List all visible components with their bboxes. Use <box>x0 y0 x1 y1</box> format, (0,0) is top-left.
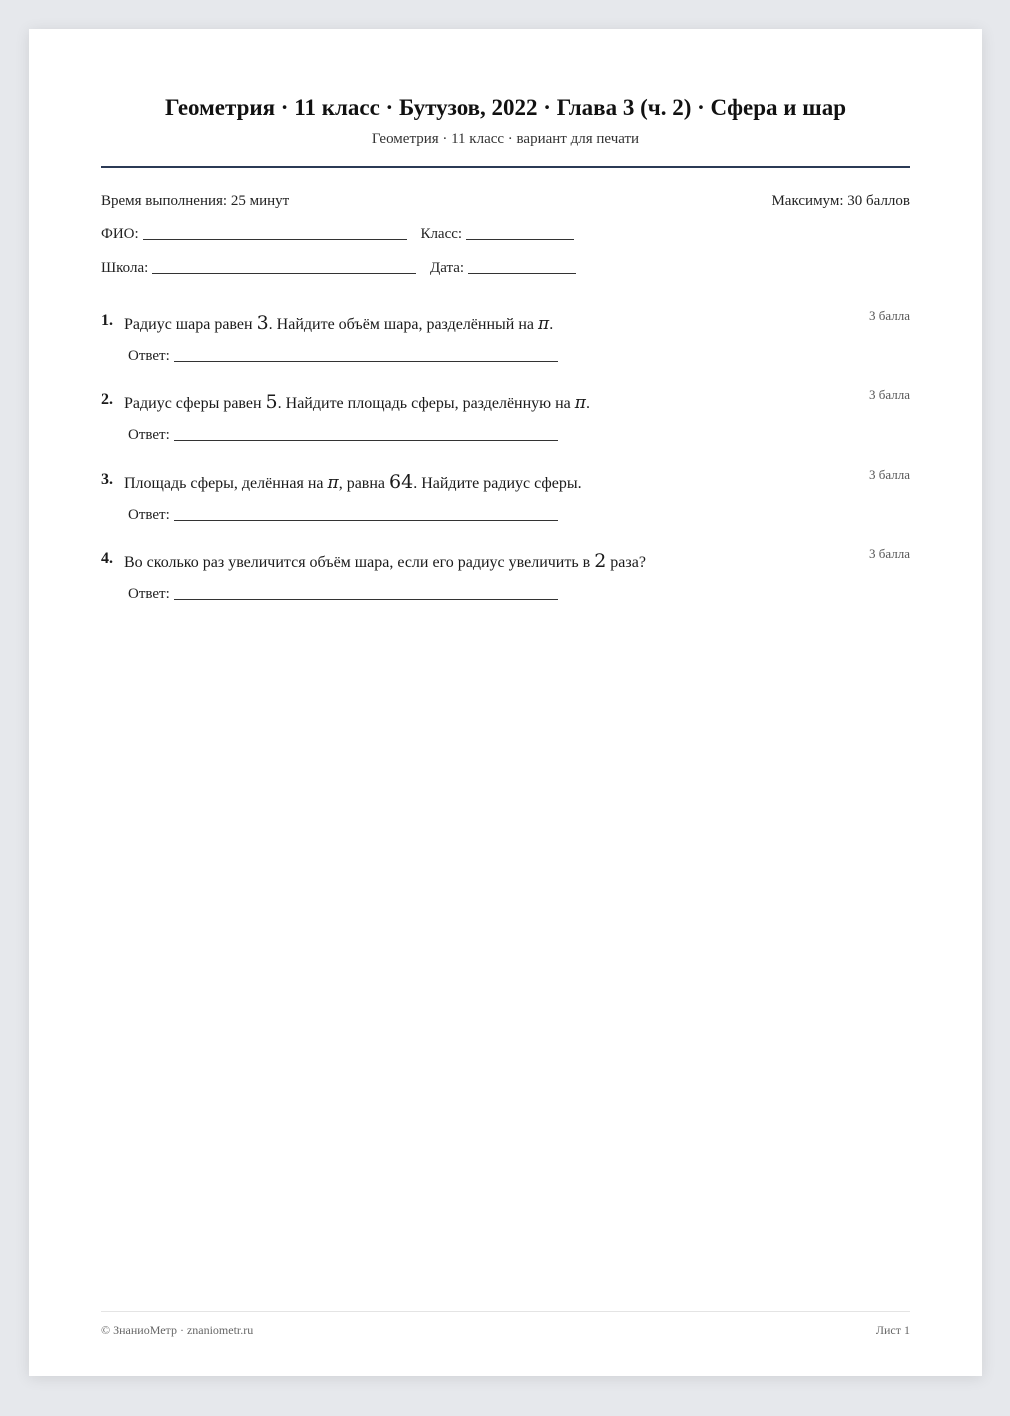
answer-row <box>128 427 558 444</box>
answer-label: Ответ: <box>128 348 170 364</box>
task-text-part: . <box>585 395 590 412</box>
answer-row <box>128 348 558 365</box>
footer-divider <box>101 1311 910 1312</box>
task-points: 3 балла <box>869 546 910 561</box>
answer-field[interactable] <box>174 360 558 362</box>
name-class-row <box>101 226 574 243</box>
math-pi: π <box>574 393 586 413</box>
school-field[interactable] <box>152 272 416 274</box>
math-pi: π <box>327 473 339 493</box>
date-label: Дата: <box>430 260 465 276</box>
math-pi: π <box>538 314 550 334</box>
task-text-part: Во сколько раз увеличится объём шара, если его радиус увеличить в <box>124 554 595 571</box>
page-subtitle: Геометрия · 11 класс · вариант для печати <box>371 131 640 147</box>
name-field[interactable] <box>143 238 407 240</box>
answer-field[interactable] <box>174 519 558 521</box>
math-value: 2 <box>594 550 607 572</box>
task-text-part: . Найдите площадь сферы, разделённую на <box>277 395 575 412</box>
name-label: ФИО: <box>101 226 139 242</box>
date-field[interactable] <box>468 272 576 274</box>
answer-row <box>128 507 558 524</box>
task-number: 1. <box>101 312 113 329</box>
answer-label: Ответ: <box>128 507 170 523</box>
worksheet-page <box>29 29 982 1376</box>
page-title: Геометрия · 11 класс · Бутузов, 2022 · Глава 3 (ч. 2) · Сфера и шар <box>164 95 847 120</box>
task-text-part: раза? <box>606 554 646 571</box>
task-text-part: Радиус шара равен <box>124 316 257 333</box>
task-number: 3. <box>101 471 113 488</box>
task-text-part: . Найдите радиус сферы. <box>413 475 582 492</box>
answer-label: Ответ: <box>128 427 170 443</box>
math-value: 3 <box>256 312 269 334</box>
task-number: 2. <box>101 391 113 408</box>
school-label: Школа: <box>101 260 149 276</box>
task-text-part: . <box>549 316 554 333</box>
school-date-row <box>101 260 576 277</box>
task-number: 4. <box>101 550 113 567</box>
task-points: 3 балла <box>869 467 910 482</box>
class-label: Класс: <box>420 226 463 242</box>
task-text-part: , равна <box>338 475 390 492</box>
answer-field[interactable] <box>174 439 558 441</box>
task-text-part: . Найдите объём шара, разделённый на <box>268 316 538 333</box>
answer-label: Ответ: <box>128 586 170 602</box>
task-points: 3 балла <box>869 308 910 323</box>
task-text-part: Радиус сферы равен <box>124 395 266 412</box>
max-score: Максимум: 30 баллов <box>771 193 910 209</box>
task-points: 3 балла <box>869 387 910 402</box>
header-divider <box>101 166 910 168</box>
footer-copyright: © ЗнаниоМетр · znaniometr.ru <box>101 1323 254 1337</box>
task-text <box>124 391 590 413</box>
answer-field[interactable] <box>174 598 558 600</box>
task-text <box>124 471 582 493</box>
footer-sheet-number: Лист 1 <box>875 1323 910 1337</box>
answer-row <box>128 586 558 603</box>
task-text <box>124 550 646 572</box>
math-value: 5 <box>265 391 278 413</box>
math-value: 64 <box>389 471 414 493</box>
task-text <box>124 312 553 334</box>
class-field[interactable] <box>466 238 574 240</box>
task-text-part: Площадь сферы, делённая на <box>124 475 328 492</box>
meta-row <box>101 193 910 210</box>
time-limit: Время выполнения: 25 минут <box>101 193 290 209</box>
